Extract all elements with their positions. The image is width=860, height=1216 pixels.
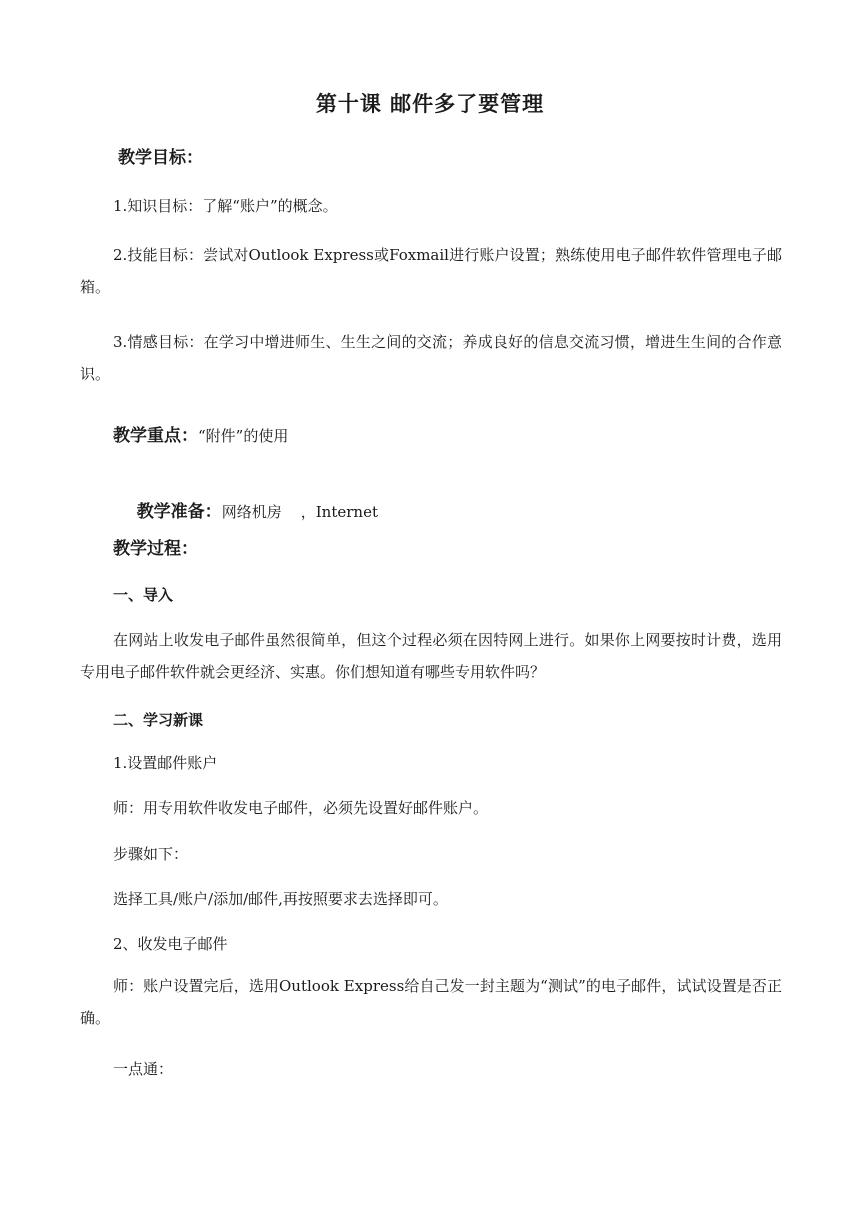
prep-value: 网络机房 ，Internet [221,503,378,521]
objective-knowledge: 1.知识目标：了解“账户”的概念。 [113,197,338,215]
process-heading: 教学过程： [113,539,198,559]
steps-label: 步骤如下： [113,845,189,863]
objective-emotion: 3.情感目标：在学习中增进师生、生生之间的交流；养成良好的信息交流习惯，增进生生间的合作意识。 [80,333,782,383]
item-send-receive-title: 2、收发电子邮件 [113,935,228,953]
section-intro-text: 在网站上收发电子邮件虽然很简单，但这个过程必须在因特网上进行。如果你上网要按时计费，选用专用电子邮件软件就会更经济、实惠。你们想知道有哪些专用软件吗？ [80,631,782,681]
tip-label: 一点通： [113,1060,174,1078]
focus-label: 教学重点： [113,426,198,446]
section-intro-heading: 一、导入 [113,586,174,604]
focus-value: “附件”的使用 [198,427,289,445]
steps-text: 选择工具/账户/添加/邮件,再按照要求去选择即可。 [113,890,448,908]
prep-line [113,477,378,542]
lesson-title: 第十课 邮件多了要管理 [315,92,545,116]
focus-line [113,421,288,446]
section-new-lesson-heading: 二、学习新课 [113,711,204,729]
item-send-receive-teacher: 师：账户设置完后，选用Outlook Express给自己发一封主题为“测试”的电子邮件，试试设置是否正确。 [80,977,782,1027]
item-set-account-teacher: 师：用专用软件收发电子邮件，必须先设置好邮件账户。 [113,799,489,817]
objectives-heading: 教学目标： [118,148,203,168]
prep-label: 教学准备： [136,502,222,522]
objective-skill: 2.技能目标：尝试对Outlook Express或Foxmail进行账户设置；熟练使用电子邮件软件管理电子邮箱。 [80,246,782,296]
item-set-account-title: 1.设置邮件账户 [113,754,218,772]
